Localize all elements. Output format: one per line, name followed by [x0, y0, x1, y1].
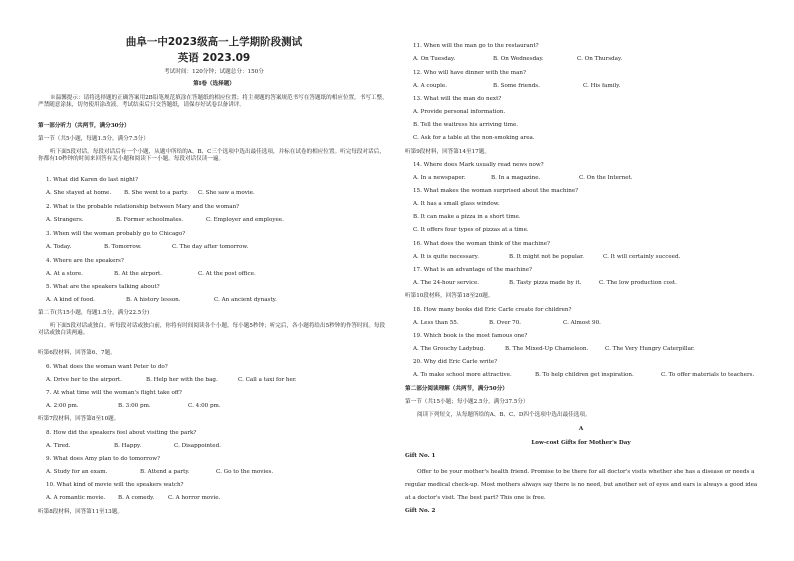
option-a: A. It has a small glass window. [413, 201, 500, 207]
option-a: A. At a store. [46, 271, 83, 277]
option-a: A. The 24-hour service. [413, 280, 480, 286]
option-c: C. It offers four types of pizzas at a time. [413, 227, 529, 233]
option-b: B. Help her with the bag. [146, 377, 218, 383]
option-a: A. Study for an exam. [46, 469, 108, 475]
question-text: 5. What are the speakers talking about? [46, 284, 160, 290]
school-title: 曲阜一中2023级高一上学期阶段测试 [125, 36, 303, 48]
subject-title: 英语 2023.09 [177, 52, 251, 64]
option-b: B. 3:00 pm. [118, 403, 151, 409]
option-c: C. It will certainly succeed. [603, 254, 681, 260]
option-c: C. 4:00 pm. [188, 403, 221, 409]
passage-title: Low-cost Gifts for Mother's Day [531, 440, 631, 446]
option-b: B. Former schoolmates. [116, 217, 184, 223]
option-b: B. A history lesson. [126, 297, 181, 303]
passage-letter: A [578, 426, 584, 432]
option-a: A. Today. [46, 244, 72, 250]
option-c: C. Call a taxi for her. [238, 377, 297, 383]
option-b: B. Over 70. [489, 320, 522, 326]
option-b: B. Attend a party. [140, 469, 190, 475]
question-text: 15. What makes the woman surprised about the machine? [413, 188, 579, 194]
option-c: C. The Very Hungry Caterpillar. [605, 346, 695, 352]
part1-heading: 第一部分听力（共两节，满分30分） [38, 123, 130, 129]
option-b: B. Tell the waitress his arriving time. [413, 122, 519, 128]
option-a: A. Less than 55. [413, 320, 459, 326]
option-a: A. A romantic movie. [46, 495, 106, 501]
option-b: B. On Wednesday. [493, 56, 544, 62]
question-text: 4. Where are the speakers? [46, 258, 124, 264]
option-b: B. In a magazine. [491, 175, 541, 181]
option-a: A. Drive her to the airport. [46, 377, 122, 383]
option-c: C. Disappointed. [174, 443, 221, 449]
question-text: 2. What is the probable relationship between Mary and the woman? [46, 204, 240, 210]
question-text: 11. When will the man go to the restaurant? [413, 43, 539, 49]
option-a: A. Tired. [46, 443, 71, 449]
option-a: A. It is quite necessary. [413, 254, 479, 260]
exam-info: 考试时间：120分钟；试题总分：150分 [164, 69, 264, 75]
listening-prompt: 听第7段材料，回答第8至10题。 [38, 416, 120, 422]
option-c: C. On Thursday. [577, 56, 623, 62]
part1-section2-instructions: 听下面5段对话或独白。听每段对话或独白前，你将有时间阅读各个小题，每小题5秒钟；听完后，各小题将给出5秒钟的作答时间。每段对话或独白读两遍。 [38, 323, 386, 336]
part2-section1-title: 第一节（共15小题；每小题2.5分，满分37.5分） [405, 399, 529, 405]
option-a: A. In a newspaper. [413, 175, 466, 181]
question-text: 20. Why did Eric Carle write? [413, 359, 498, 365]
option-a: A. Strangers. [46, 217, 84, 223]
option-a: A. Provide personal information. [413, 109, 506, 115]
option-b: B. A comedy. [118, 495, 155, 501]
option-a: A. The Grouchy Ladybug. [413, 346, 486, 352]
question-text: 18. How many books did Eric Carle create for children? [413, 307, 572, 313]
option-c: C. To offer materials to teachers. [661, 372, 755, 378]
question-text: 9. What does Amy plan to do tomorrow? [46, 456, 161, 462]
part1-section1-title: 第一节（共5小题，每题1.5分，满分7.5分） [38, 136, 149, 142]
part2-instructions: 阅读下列短文，从每题所给的A、B、C、D四个选项中选出最佳选项。 [417, 412, 591, 418]
option-b: B. She went to a party. [124, 190, 189, 196]
option-b: B. Tomorrow. [104, 244, 142, 250]
question-text: 7. At what time will the woman's flight take off? [46, 390, 182, 396]
option-c: C. An ancient dynasty. [214, 297, 277, 303]
question-text: 17. What is an advantage of the machine? [413, 267, 533, 273]
option-c: C. A horror movie. [168, 495, 221, 501]
gift-one-text: Offer to be your mother's health friend. Promise to be there for all doctor's visits whether she has a disease or needs a regular medical check-up. Most mothers always say there is no need, but another set of eyes and ears is always a good idea at a doctor's visit. The best part? This one is free. [405, 469, 758, 501]
listening-prompt: 听第6段材料，回答第6、7题。 [38, 350, 116, 356]
question-text: 14. Where does Mark usually read news now? [413, 162, 544, 168]
question-text: 6. What does the woman want Peter to do? [46, 364, 168, 370]
option-c: C. At the post office. [198, 271, 256, 277]
option-b: B. It can make a pizza in a short time. [413, 214, 521, 220]
question-text: 13. What will the man do next? [413, 96, 502, 102]
question-text: 1. What did Karen do last night? [46, 177, 139, 183]
question-text: 10. What kind of movie will the speakers watch? [46, 482, 184, 488]
option-b: B. Some friends. [493, 83, 540, 89]
part1-section2-title: 第二节(共15小题，每题1.5分，满分22.5分) [38, 310, 150, 316]
listening-prompt: 听第10段材料，回答第18至20题。 [405, 293, 494, 299]
part2-heading: 第二部分阅读理解（共两节，满分50分） [405, 386, 508, 392]
question-text: 8. How did the speakers feel about visiting the park? [46, 430, 197, 436]
option-a: A. To make school more attractive. [413, 372, 512, 378]
option-b: B. It might not be popular. [509, 254, 584, 260]
option-c: C. The low production cost. [599, 280, 677, 286]
option-c: C. His family. [583, 83, 621, 89]
option-b: B. The Mixed-Up Chameleon. [505, 346, 589, 352]
question-text: 12. Who will have dinner with the man? [413, 70, 527, 76]
option-a: A. 2:00 pm. [46, 403, 79, 409]
listening-prompt: 听第9段材料，回答第14至17题。 [405, 149, 490, 155]
option-b: B. To help children get inspiration. [535, 372, 634, 378]
question-text: 16. What does the woman think of the machine? [413, 241, 551, 247]
option-b: B. At the airport. [114, 271, 163, 277]
option-a: A. A couple. [413, 83, 447, 89]
option-b: B. Tasty pizza made by it. [509, 280, 582, 286]
option-c: C. Ask for a table at the non-smoking area. [413, 135, 535, 141]
listening-prompt: 听第8段材料，回答第11至13题。 [38, 509, 123, 515]
option-a: A. On Tuesday. [413, 56, 456, 62]
option-b: B. Happy. [114, 443, 142, 449]
notice-text: ※温馨提示：请将选择题的正确答案用2B铅笔规范填涂在答题纸的相应位置；将主观题的答案规范书写在答题纸的相应位置。书写工整，严禁随意涂抹，切勿使用涂改液。考试结束后只交答题纸，请保存好试卷以备讲评。 [38, 95, 388, 108]
option-c: C. The day after tomorrow. [172, 244, 249, 250]
option-a: A. She stayed at home. [46, 190, 112, 196]
option-c: C. Employer and employee. [206, 217, 284, 223]
gift-two-heading: Gift No. 2 [405, 508, 436, 514]
question-text: 3. When will the woman probably go to Chicago? [46, 231, 186, 237]
gift-one-heading: Gift No. 1 [405, 453, 436, 459]
part1-section1-instructions: 听下面5段对话。每段对话后有一个小题，从题中所给的A、B、C三个选项中选出最佳选项，并标在试卷的相应位置。听完每段对话后，你都有10秒钟的时间来回答有关小题和阅读下一小题。每段对话仅读一遍。 [38, 149, 385, 162]
option-c: C. Almost 90. [563, 320, 601, 326]
option-a: A. A kind of food. [46, 297, 95, 303]
option-c: C. She saw a movie. [198, 190, 255, 196]
option-c: C. Go to the movies. [216, 469, 274, 475]
option-c: C. On the Internet. [579, 175, 633, 181]
question-text: 19. Which book is the most famous one? [413, 333, 528, 339]
volume-one-heading: 第Ⅰ卷（选择题） [193, 81, 235, 87]
